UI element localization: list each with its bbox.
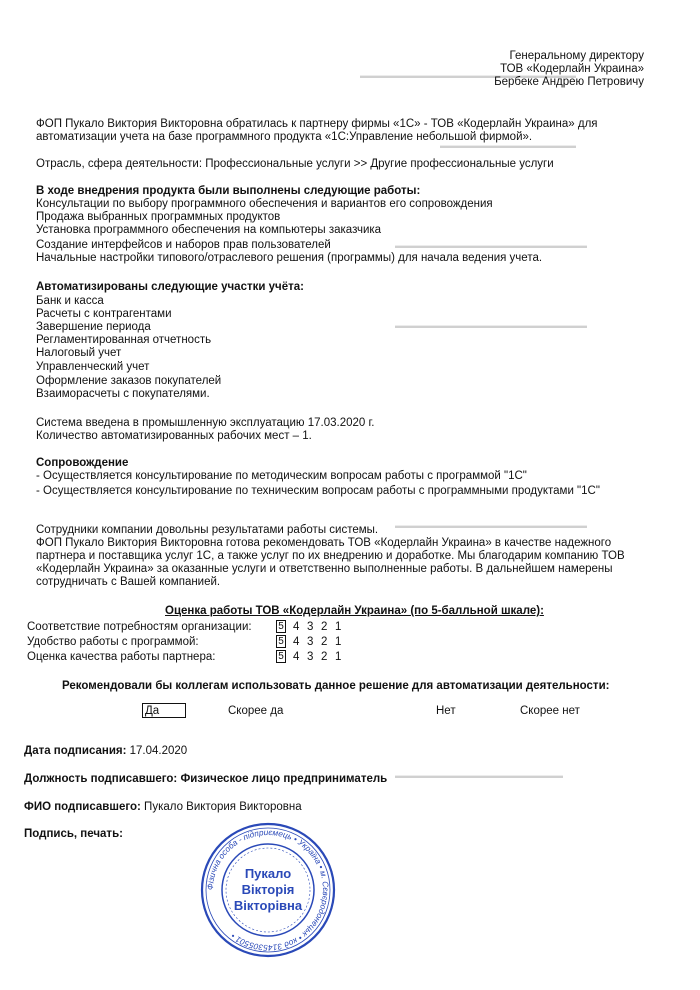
- signature-date: [24, 745, 187, 758]
- areas-item: Управленческий учет: [36, 361, 150, 373]
- satisfaction-line: ФОП Пукало Виктория Викторовна готова рекомендовать ТОВ «Кодерлайн Украина» в качестве надежного: [36, 537, 612, 549]
- works-item: Консультации по выбору программного обеспечения и вариантов его сопровождения: [36, 198, 493, 210]
- areas-item: Взаиморасчеты с покупателями.: [36, 388, 210, 400]
- support-heading: Сопровождение: [36, 457, 129, 469]
- signature-position-label: Должность подписавшего:: [24, 773, 178, 785]
- rating-scale: [276, 635, 349, 649]
- areas-item: Завершение периода: [36, 321, 151, 333]
- rating-option[interactable]: 1: [335, 650, 342, 663]
- recommend-option-rather-no[interactable]: Скорее нет: [520, 705, 580, 717]
- recommend-question: Рекомендовали бы коллегам использовать данное решение для автоматизации деятельности:: [62, 680, 610, 692]
- signature-name-label: ФИО подписавшего:: [24, 801, 141, 813]
- areas-item: Оформление заказов покупателей: [36, 375, 222, 387]
- rating-option[interactable]: 3: [307, 650, 314, 663]
- rating-selected[interactable]: 5: [276, 620, 286, 633]
- signature-date-label: Дата подписания:: [24, 745, 127, 757]
- addressee-line: ТОВ «Кодерлайн Украина»: [500, 63, 644, 75]
- official-stamp: [198, 820, 338, 960]
- recommend-option-rather-yes[interactable]: Скорее да: [228, 705, 284, 717]
- rating-label: Удобство работы с программой:: [27, 636, 199, 648]
- signature-position: [24, 773, 387, 786]
- recommend-option-no[interactable]: Нет: [436, 705, 456, 717]
- rating-option[interactable]: 2: [321, 650, 328, 663]
- rating-scale: [276, 620, 349, 634]
- industry-line: Отрасль, сфера деятельности: Профессиональные услуги >> Другие профессиональные услуги: [36, 158, 554, 170]
- addressee-line: Генеральному директору: [509, 50, 644, 62]
- rating-option[interactable]: 4: [293, 650, 300, 663]
- rating-option[interactable]: 3: [307, 635, 314, 648]
- stamp-center-text: Вікторівна: [233, 898, 303, 913]
- rating-label: Соответствие потребностям организации:: [27, 621, 252, 633]
- areas-heading: Автоматизированы следующие участки учёта:: [36, 281, 304, 293]
- satisfaction-line: партнера и поставщика услуг 1С, а также услуг по их внедрению и доработке. Мы благодарим компанию ТОВ: [36, 550, 625, 562]
- rating-selected[interactable]: 5: [276, 635, 286, 648]
- stamp-ring-text: Фізична особа - підприємець • Україна • м. Сєвєродонецьк • код 3145305501 •: [205, 827, 331, 953]
- satisfaction-line: Сотрудники компании довольны результатами работы системы.: [36, 524, 379, 536]
- signature-date-value: 17.04.2020: [129, 745, 188, 757]
- areas-item: Регламентированная отчетность: [36, 334, 212, 346]
- signature-position-value: Физическое лицо предприниматель: [180, 773, 388, 785]
- rating-option[interactable]: 1: [335, 620, 342, 633]
- intro-line: ФОП Пукало Виктория Викторовна обратилась к партнеру фирмы «1С» - ТОВ «Кодерлайн Украина» для: [36, 118, 598, 130]
- addressee-line: Бербеке Андрею Петровичу: [494, 76, 644, 88]
- support-line: - Осуществляется консультирование по техническим вопросам работы с программными продуктами "1С": [36, 485, 600, 497]
- signature-stamp-label: Подпись, печать:: [24, 828, 123, 840]
- stamp-center-text: Вікторія: [241, 882, 295, 897]
- signature-name: [24, 801, 302, 814]
- areas-item: Расчеты с контрагентами: [36, 308, 172, 320]
- satisfaction-line: сотрудничать с Вашей компанией.: [36, 576, 221, 588]
- system-line: Система введена в промышленную эксплуатацию 17.03.2020 г.: [36, 417, 375, 429]
- rating-selected[interactable]: 5: [276, 650, 286, 663]
- rating-option[interactable]: 2: [321, 635, 328, 648]
- rating-option[interactable]: 4: [293, 620, 300, 633]
- support-line: - Осуществляется консультирование по методическим вопросам работы с программой "1С": [36, 470, 527, 482]
- rating-option[interactable]: 2: [321, 620, 328, 633]
- recommend-option-yes[interactable]: Да: [142, 703, 186, 718]
- satisfaction-line: «Кодерлайн Украина» за оказанные услуги и ответственно выполненные работы. В дальнейшем намерены: [36, 563, 613, 575]
- rating-option[interactable]: 4: [293, 635, 300, 648]
- rating-label: Оценка качества работы партнера:: [27, 651, 216, 663]
- areas-item: Банк и касса: [36, 295, 104, 307]
- stamp-center-text: Пукало: [244, 866, 292, 881]
- areas-item: Налоговый учет: [36, 347, 122, 359]
- rating-option[interactable]: 1: [335, 635, 342, 648]
- rating-option[interactable]: 3: [307, 620, 314, 633]
- rating-scale: [276, 650, 349, 664]
- works-item: Начальные настройки типового/отраслевого решения (программы) для начала ведения учета.: [36, 252, 543, 264]
- system-line: Количество автоматизированных рабочих мест – 1.: [36, 430, 312, 442]
- rating-heading: Оценка работы ТОВ «Кодерлайн Украина» (по 5-балльной шкале):: [165, 605, 544, 617]
- works-heading: В ходе внедрения продукта были выполнены следующие работы:: [36, 185, 421, 197]
- works-item: Продажа выбранных программных продуктов: [36, 211, 281, 223]
- works-item: Создание интерфейсов и наборов прав пользователей: [36, 239, 331, 251]
- intro-line: автоматизации учета на базе программного продукта «1С:Управление небольшой фирмой».: [36, 131, 533, 143]
- works-item: Установка программного обеспечения на компьютеры заказчика: [36, 224, 382, 236]
- signature-name-value: Пукало Виктория Викторовна: [144, 801, 302, 813]
